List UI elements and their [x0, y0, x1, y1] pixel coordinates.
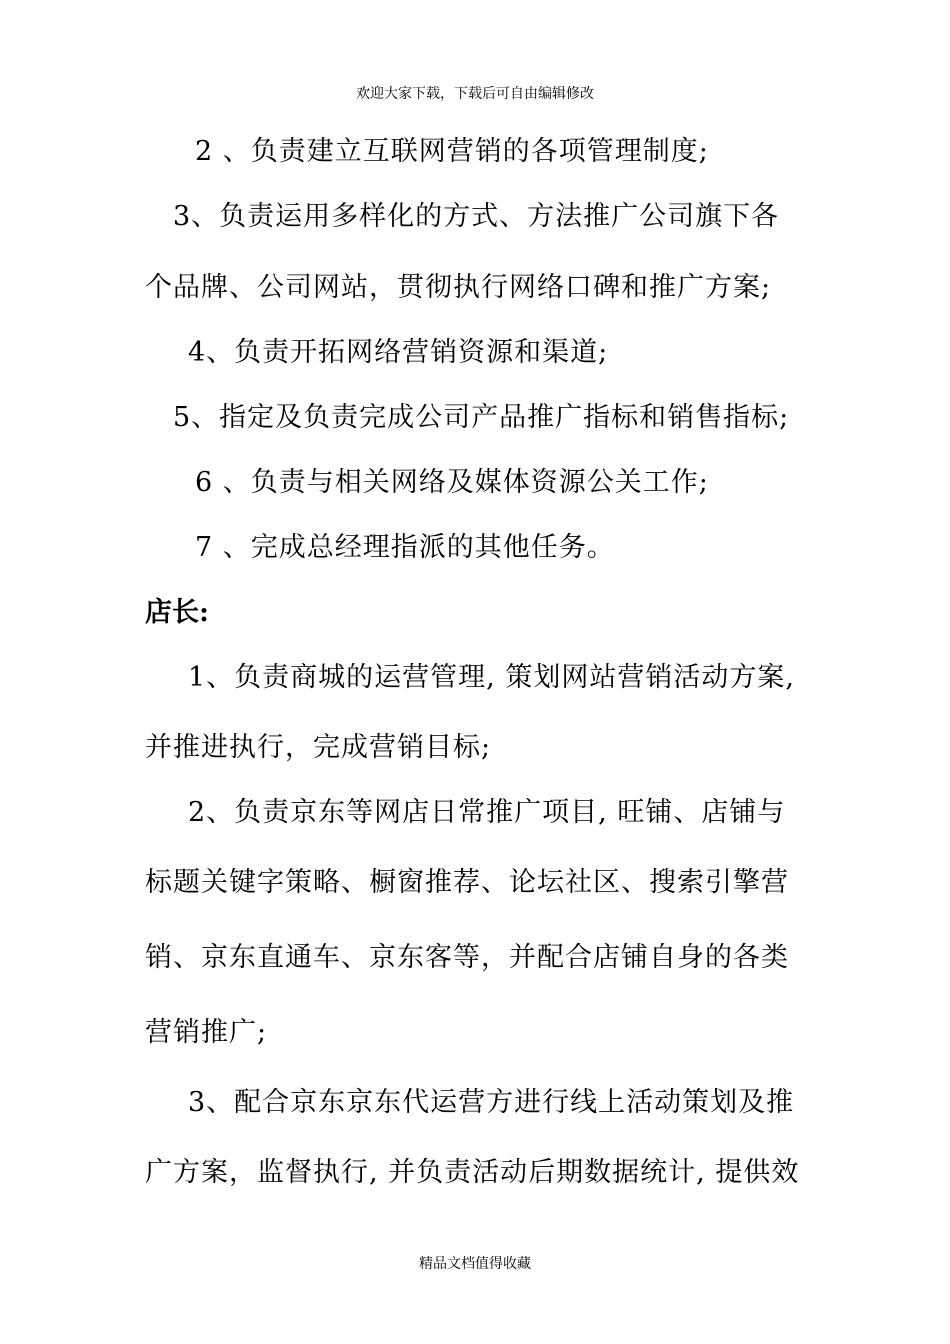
duty-line-4: 4、负责开拓网络营销资源和渠道; — [188, 337, 609, 368]
duty-line-3: 3、负责运用多样化的方式、方法推广公司旗下各 — [173, 201, 780, 232]
duty-line-6: 6 、负责与相关网络及媒体资源公关工作; — [195, 467, 709, 498]
manager-duty-line-2-continued-c: 营销推广; — [145, 1017, 268, 1048]
section-heading-store-manager: 店长: — [145, 597, 209, 628]
duty-line-7: 7 、完成总经理指派的其他任务。 — [195, 532, 615, 563]
page-header-note: 欢迎大家下载，下载后可自由编辑修改 — [356, 86, 594, 102]
manager-duty-line-3-continued: 广方案，监督执行, 并负责活动后期数据统计, 提供效 — [145, 1157, 800, 1188]
page-footer-note: 精品文档值得收藏 — [419, 1256, 531, 1272]
manager-duty-line-3: 3、配合京东京东代运营方进行线上活动策划及推 — [188, 1087, 795, 1118]
duty-line-2: 2 、负责建立互联网营销的各项管理制度; — [195, 136, 709, 167]
duty-line-5: 5、指定及负责完成公司产品推广指标和销售指标; — [173, 402, 790, 433]
duty-line-3-continued: 个品牌、公司网站，贯彻执行网络口碑和推广方案; — [145, 272, 772, 303]
manager-duty-line-2-continued-a: 标题关键字策略、橱窗推荐、论坛社区、搜索引擎营 — [145, 867, 789, 898]
manager-duty-line-1-continued: 并推进执行，完成营销目标; — [145, 732, 492, 763]
manager-duty-line-2-continued-b: 销、京东直通车、京东客等，并配合店铺自身的各类 — [145, 942, 789, 973]
manager-duty-line-1: 1、负责商城的运营管理, 策划网站营销活动方案, — [188, 662, 795, 693]
manager-duty-line-2: 2、负责京东等网店日常推广项目, 旺铺、店铺与 — [188, 797, 786, 828]
